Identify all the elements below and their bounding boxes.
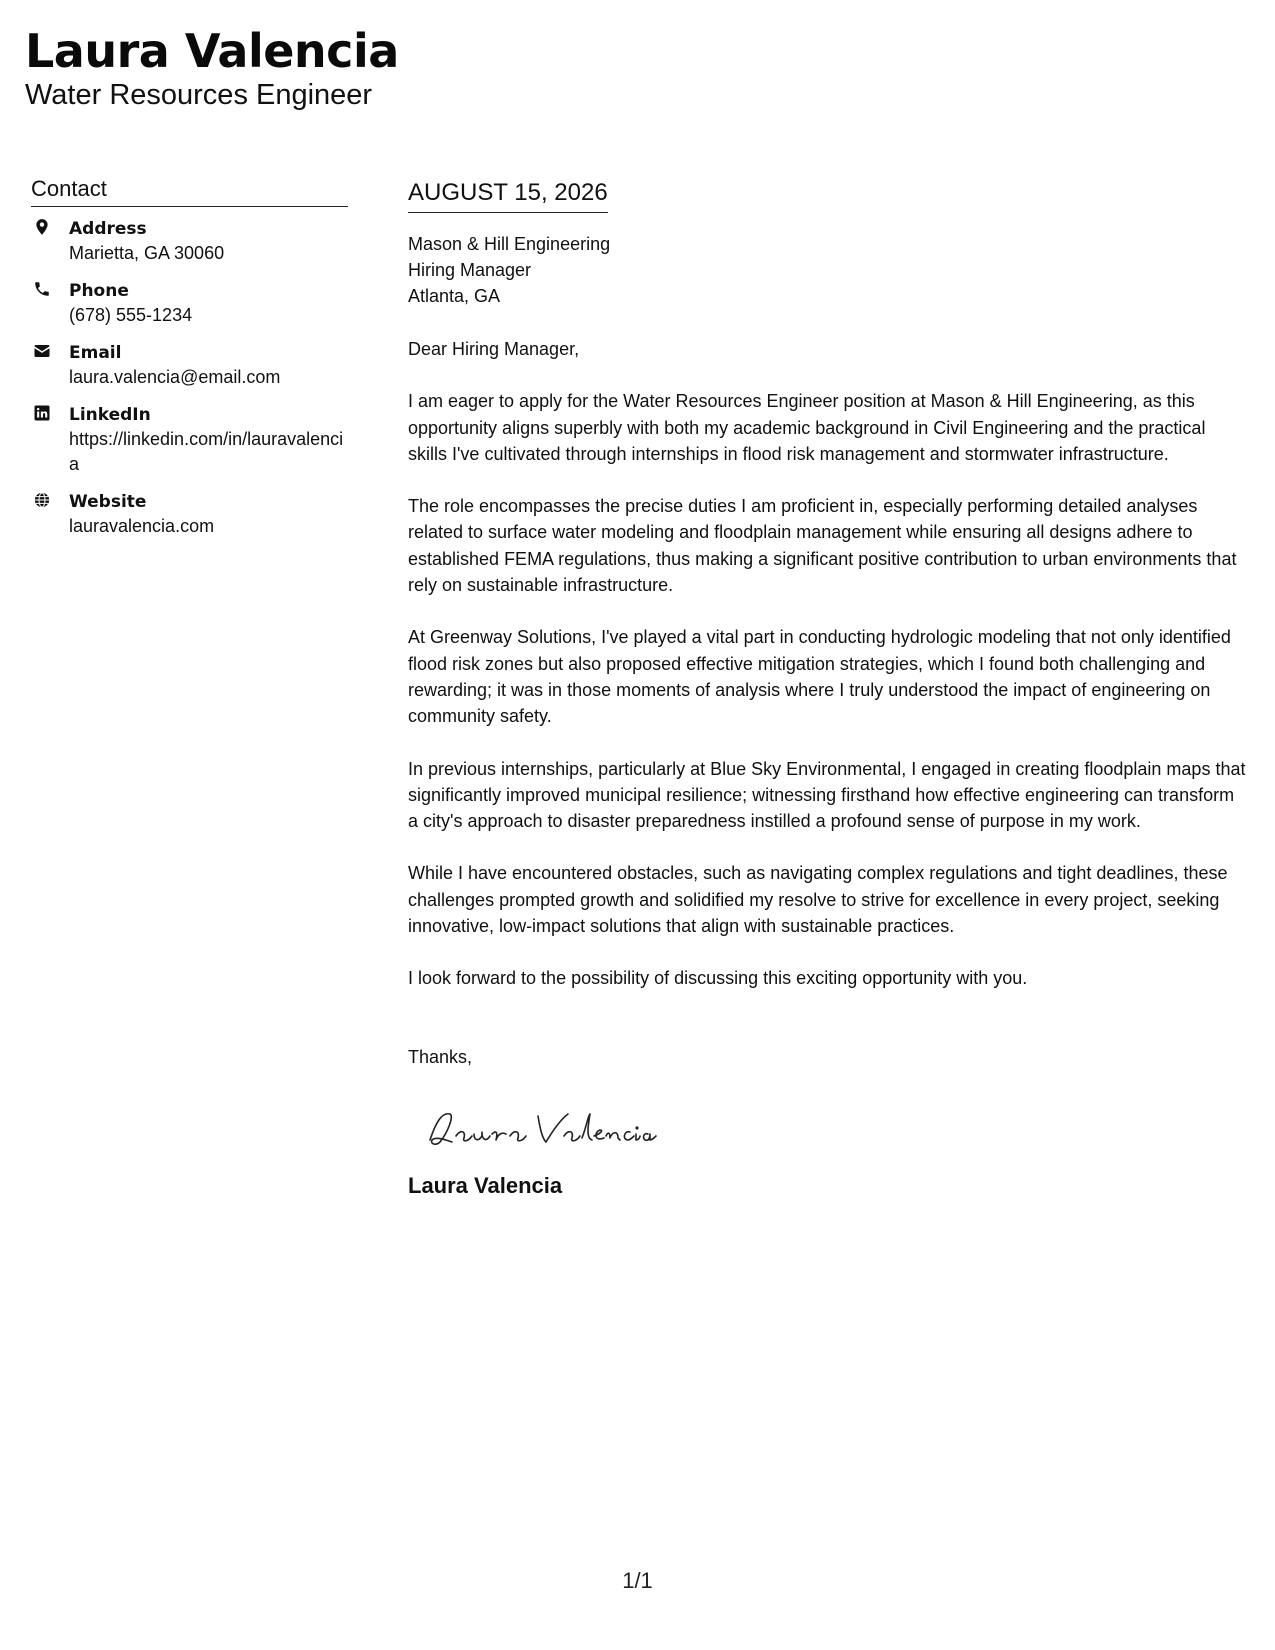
letter-header bbox=[25, 22, 399, 112]
location-pin-icon bbox=[33, 218, 55, 240]
closing: Thanks, bbox=[408, 1046, 473, 1067]
page-number: 1/1 bbox=[622, 1568, 653, 1593]
paragraph-1: I am eager to apply for the Water Resources Engineer position at Mason & Hill Engineering, as this opportunity aligns superbly with both my academic background in Civil Engineering and the practical skills I've cultivated through internships in flood risk management and stormwater infrastructure. bbox=[408, 391, 1206, 464]
contact-value-website[interactable]: lauravalencia.com bbox=[69, 516, 215, 536]
paragraph-6: I look forward to the possibility of discussing this exciting opportunity with you. bbox=[408, 968, 1028, 989]
recipient-company: Mason & Hill Engineering bbox=[408, 234, 611, 254]
paragraph-4: In previous internships, particularly at Blue Sky Environmental, I engaged in creating floodplain maps that significantly improved municipal resilience; witnessing firsthand how effective engineering can transform a city's approach to disaster preparedness instilled a profound sense of purpose in my work. bbox=[408, 758, 1246, 832]
linkedin-icon bbox=[33, 404, 55, 426]
contact-value-linkedin[interactable]: https://linkedin.com/in/lauravalencia bbox=[69, 429, 344, 474]
contact-label-email: Email bbox=[69, 343, 122, 363]
contact-label-website: Website bbox=[69, 492, 147, 512]
contact-item-address bbox=[31, 217, 348, 266]
handwritten-signature bbox=[422, 1102, 662, 1152]
applicant-name: Laura Valencia bbox=[25, 24, 399, 78]
contact-item-website bbox=[31, 490, 348, 539]
salutation: Dear Hiring Manager, bbox=[408, 339, 580, 359]
letter-date: AUGUST 15, 2026 bbox=[408, 178, 608, 213]
contact-value-address: Marietta, GA 30060 bbox=[69, 243, 225, 263]
contact-value-phone: (678) 555-1234 bbox=[69, 305, 193, 325]
contact-heading: Contact bbox=[31, 175, 348, 207]
phone-icon bbox=[33, 280, 55, 302]
envelope-icon bbox=[33, 342, 55, 364]
recipient-block bbox=[408, 231, 1248, 309]
contact-label-linkedin: LinkedIn bbox=[69, 405, 151, 425]
signed-name: Laura Valencia bbox=[408, 1172, 563, 1198]
contact-value-email: laura.valencia@email.com bbox=[69, 367, 281, 387]
contact-item-linkedin bbox=[31, 403, 348, 477]
globe-icon bbox=[33, 491, 55, 513]
applicant-title: Water Resources Engineer bbox=[25, 79, 373, 111]
contact-label-phone: Phone bbox=[69, 281, 129, 301]
recipient-location: Atlanta, GA bbox=[408, 286, 501, 306]
contact-sidebar bbox=[31, 175, 348, 552]
recipient-role: Hiring Manager bbox=[408, 260, 532, 280]
contact-label-address: Address bbox=[69, 219, 147, 239]
letter-body bbox=[408, 178, 1248, 1200]
contact-item-phone bbox=[31, 279, 348, 328]
contact-item-email bbox=[31, 341, 348, 390]
paragraph-2: The role encompasses the precise duties I am proficient in, especially performing detailed analyses related to surface water modeling and floodplain management while ensuring all designs adhere to established FEMA regulations, thus making a significant positive contribution to urban environments that rely on sustainable infrastructure. bbox=[408, 496, 1237, 596]
paragraph-3: At Greenway Solutions, I've played a vital part in conducting hydrologic modeling that not only identified flood risk zones but also proposed effective mitigation strategies, which I found both challenging and rewarding; it was in those moments of analysis where I truly understood the impact of engineering on community safety. bbox=[408, 627, 1231, 727]
paragraph-5: While I have encountered obstacles, such as navigating complex regulations and tight deadlines, these challenges prompted growth and solidified my resolve to strive for excellence in every project, seeking innovative, low-impact solutions that align with sustainable practices. bbox=[408, 863, 1228, 937]
contact-list bbox=[31, 217, 348, 539]
